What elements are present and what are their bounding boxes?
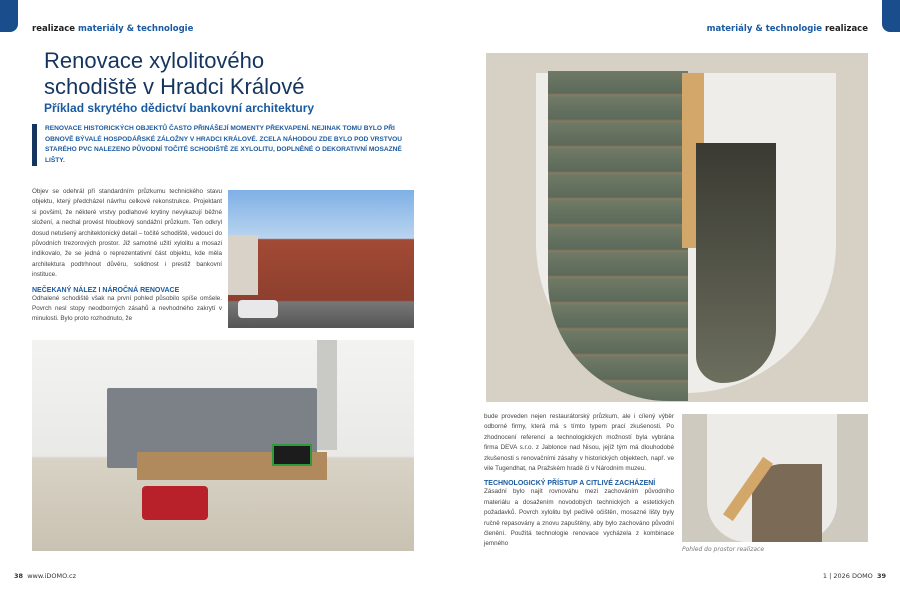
page-number: 38 <box>14 572 24 580</box>
door <box>317 340 337 450</box>
footer-site: www.iDOMO.cz <box>27 572 77 580</box>
header-topic: materiály & technologie <box>706 24 823 34</box>
footer-left <box>14 572 76 580</box>
footer-right <box>823 572 886 580</box>
article-subtitle: Příklad skrytého dědictví bankovní architektury <box>44 101 315 115</box>
section-tab-left <box>0 0 18 32</box>
body-paragraph: bude proveden nejen restaurátorský průzkum, ale i cílený výběr odborné firmy, která má s tímto typem prací zkušenosti. Po zhodnocení referencí a technologických možností byla vybrána firma DEVA s.r.o. z Jablonce nad Nisou, jejíž tým má dlouhodobé zkušenosti s renovačními zásahy v historických objektech, např. ve vile Tugendhat, na Pražském hradě či v Národním muzeu. <box>484 413 674 473</box>
section-heading: TECHNOLOGICKÝ PŘÍSTUP A CITLIVÉ ZACHÁZENÍ <box>484 480 656 488</box>
red-creeper <box>142 486 208 520</box>
article-lead: RENOVACE HISTORICKÝCH OBJEKTŮ ČASTO PŘINÁŠEJÍ MOMENTY PŘEKVAPENÍ. NEJINAK TOMU BYLO PŘI OBNOVĚ BÝVALÉ HOSPODÁŘSKÉ ZÁLOŽNY V HRADCI KRÁLOVÉ. ZCELA NÁHODOU ZDE BYLO POD VRSTVOU STARÉHO PVC NALEZENO PŮVODNÍ TOČITÉ SCHODIŠTĚ ZE XYLOLITU, DOPLNĚNÉ O DEKORATIVNÍ MOSAZNÉ LIŠTY. <box>32 124 412 166</box>
header-section: realizace <box>824 24 868 34</box>
building-facade <box>228 235 258 295</box>
article-title: Renovace xylolitového schodiště v Hradci Králové <box>44 48 305 99</box>
page-number: 39 <box>876 572 886 580</box>
column-1 <box>32 187 222 325</box>
body-paragraph: Odhalené schodiště však na první pohled působilo spíše omšele. Povrch nesl stopy neodborných zásahů a nevhodného zakrytí v minulosti. Bylo proto rozhodnuto, že <box>32 294 222 323</box>
body-paragraph: Zásadní bylo najít rovnováhu mezi zachováním původního materiálu a dosažením novodobých technických a estetických požadavků. Povrch xylolitu byl pečlivě očištěn, mosazné lišty byly ručně repasovány a znovu zapuštěny, aby bylo zachováno původní členění. Použitá technologie renovace vycházela z kombinace jemného <box>484 488 674 548</box>
staircase-photo <box>486 53 868 402</box>
footer-issue: 1 | 2026 DOMO <box>822 572 873 580</box>
running-header-left <box>32 24 193 34</box>
interior-photo <box>32 340 414 551</box>
car <box>238 300 278 318</box>
header-topic: materiály & technologie <box>77 24 194 34</box>
stair-detail-photo <box>682 414 868 542</box>
xylolite-steps <box>548 71 688 401</box>
section-heading: NEČEKANÝ NÁLEZ I NÁROČNÁ RENOVACE <box>32 286 180 294</box>
running-header-right <box>707 24 868 34</box>
header-section: realizace <box>32 24 76 34</box>
stair-well <box>696 143 776 383</box>
tool-bag <box>272 444 312 466</box>
section-tab-right <box>882 0 900 32</box>
column-3 <box>484 412 674 550</box>
body-paragraph: Objev se odehrál při standardním průzkumu technického stavu objektu, který předcházel návrhu celkové rekonstrukce. Projektant si povšiml, že některé vrstvy podlahové krytiny nevykazují běžné složení, a nechal provést hloubkový sondážní průzkum. Ten odkryl dosud netušený architektonický detail – točité schodiště, vedoucí do původních trezorových prostor. Již samotné užití xylolitu a mosazi indikovalo, že se jedná o reprezentativní část objektu, kde měla architektura podtrhnout důvěru, solidnost i prestiž bankovní instituce. <box>32 188 222 279</box>
building-photo <box>228 190 414 328</box>
photo-caption: Pohled do prostor realizace <box>682 546 765 553</box>
